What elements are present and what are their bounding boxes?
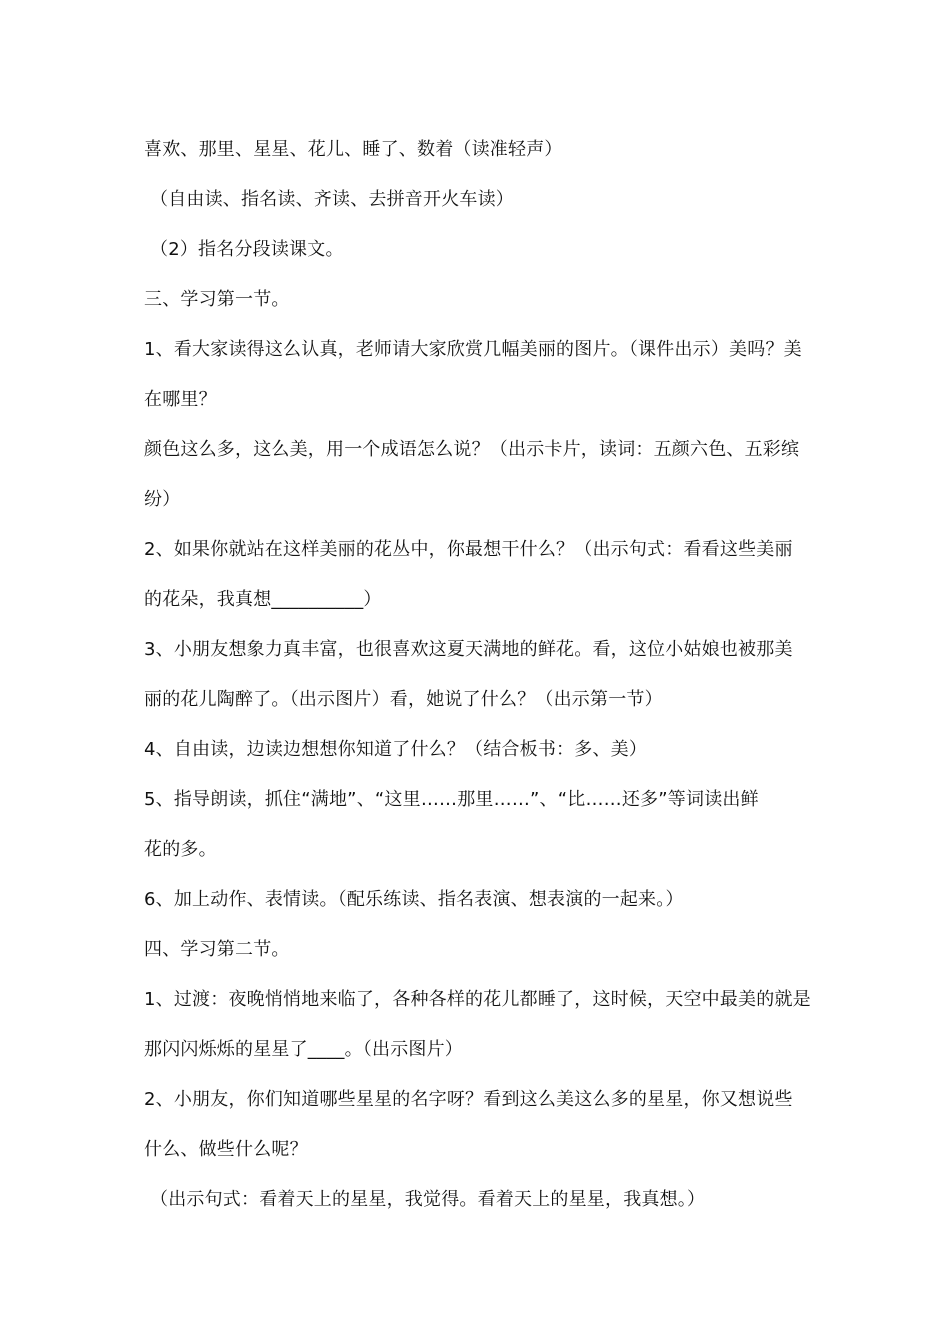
text-line: （出示句式：看着天上的星星，我觉得。看着天上的星星，我真想。） xyxy=(150,1189,706,1210)
text-line: 1、过渡：夜晚悄悄地来临了，各种各样的花儿都睡了，这时候，天空中最美的就是 xyxy=(144,989,811,1010)
text-line: 花的多。 xyxy=(144,839,217,860)
text-line: 那闪闪烁烁的星星了____。（出示图片） xyxy=(144,1039,463,1060)
text-line: 3、小朋友想象力真丰富，也很喜欢这夏天满地的鲜花。看，这位小姑娘也被那美 xyxy=(144,639,793,660)
text-line: 4、自由读，边读边想想你知道了什么？（结合板书：多、美） xyxy=(144,739,648,760)
text-line: （2）指名分段读课文。 xyxy=(150,239,344,260)
text-line: 1、看大家读得这么认真，老师请大家欣赏几幅美丽的图片。（课件出示）美吗？美 xyxy=(144,339,802,360)
text-line: （自由读、指名读、齐读、去拼音开火车读） xyxy=(150,189,514,210)
section-heading: 四、学习第二节。 xyxy=(144,939,290,960)
text-line: 纷） xyxy=(144,489,181,510)
text-line: 颜色这么多，这么美，用一个成语怎么说？（出示卡片，读词：五颜六色、五彩缤 xyxy=(144,439,800,460)
text-line: 2、如果你就站在这样美丽的花丛中，你最想干什么？（出示句式：看看这些美丽 xyxy=(144,539,793,560)
section-heading: 三、学习第一节。 xyxy=(144,289,290,310)
text-line: 喜欢、那里、星星、花儿、睡了、数着（读准轻声） xyxy=(144,139,563,160)
text-line: 在哪里？ xyxy=(144,389,217,410)
text-line: 6、加上动作、表情读。（配乐练读、指名表演、想表演的一起来。） xyxy=(144,889,684,910)
text-line: 丽的花儿陶醉了。（出示图片）看，她说了什么？（出示第一节） xyxy=(144,689,663,710)
document-body xyxy=(144,133,816,1233)
text-line: 的花朵，我真想__________） xyxy=(144,589,382,610)
text-line: 5、指导朗读，抓住“满地”、“这里……那里……”、“比……还多”等词读出鲜 xyxy=(144,789,759,810)
text-line: 什么、做些什么呢？ xyxy=(144,1139,308,1160)
text-line: 2、小朋友，你们知道哪些星星的名字呀？看到这么美这么多的星星，你又想说些 xyxy=(144,1089,793,1110)
